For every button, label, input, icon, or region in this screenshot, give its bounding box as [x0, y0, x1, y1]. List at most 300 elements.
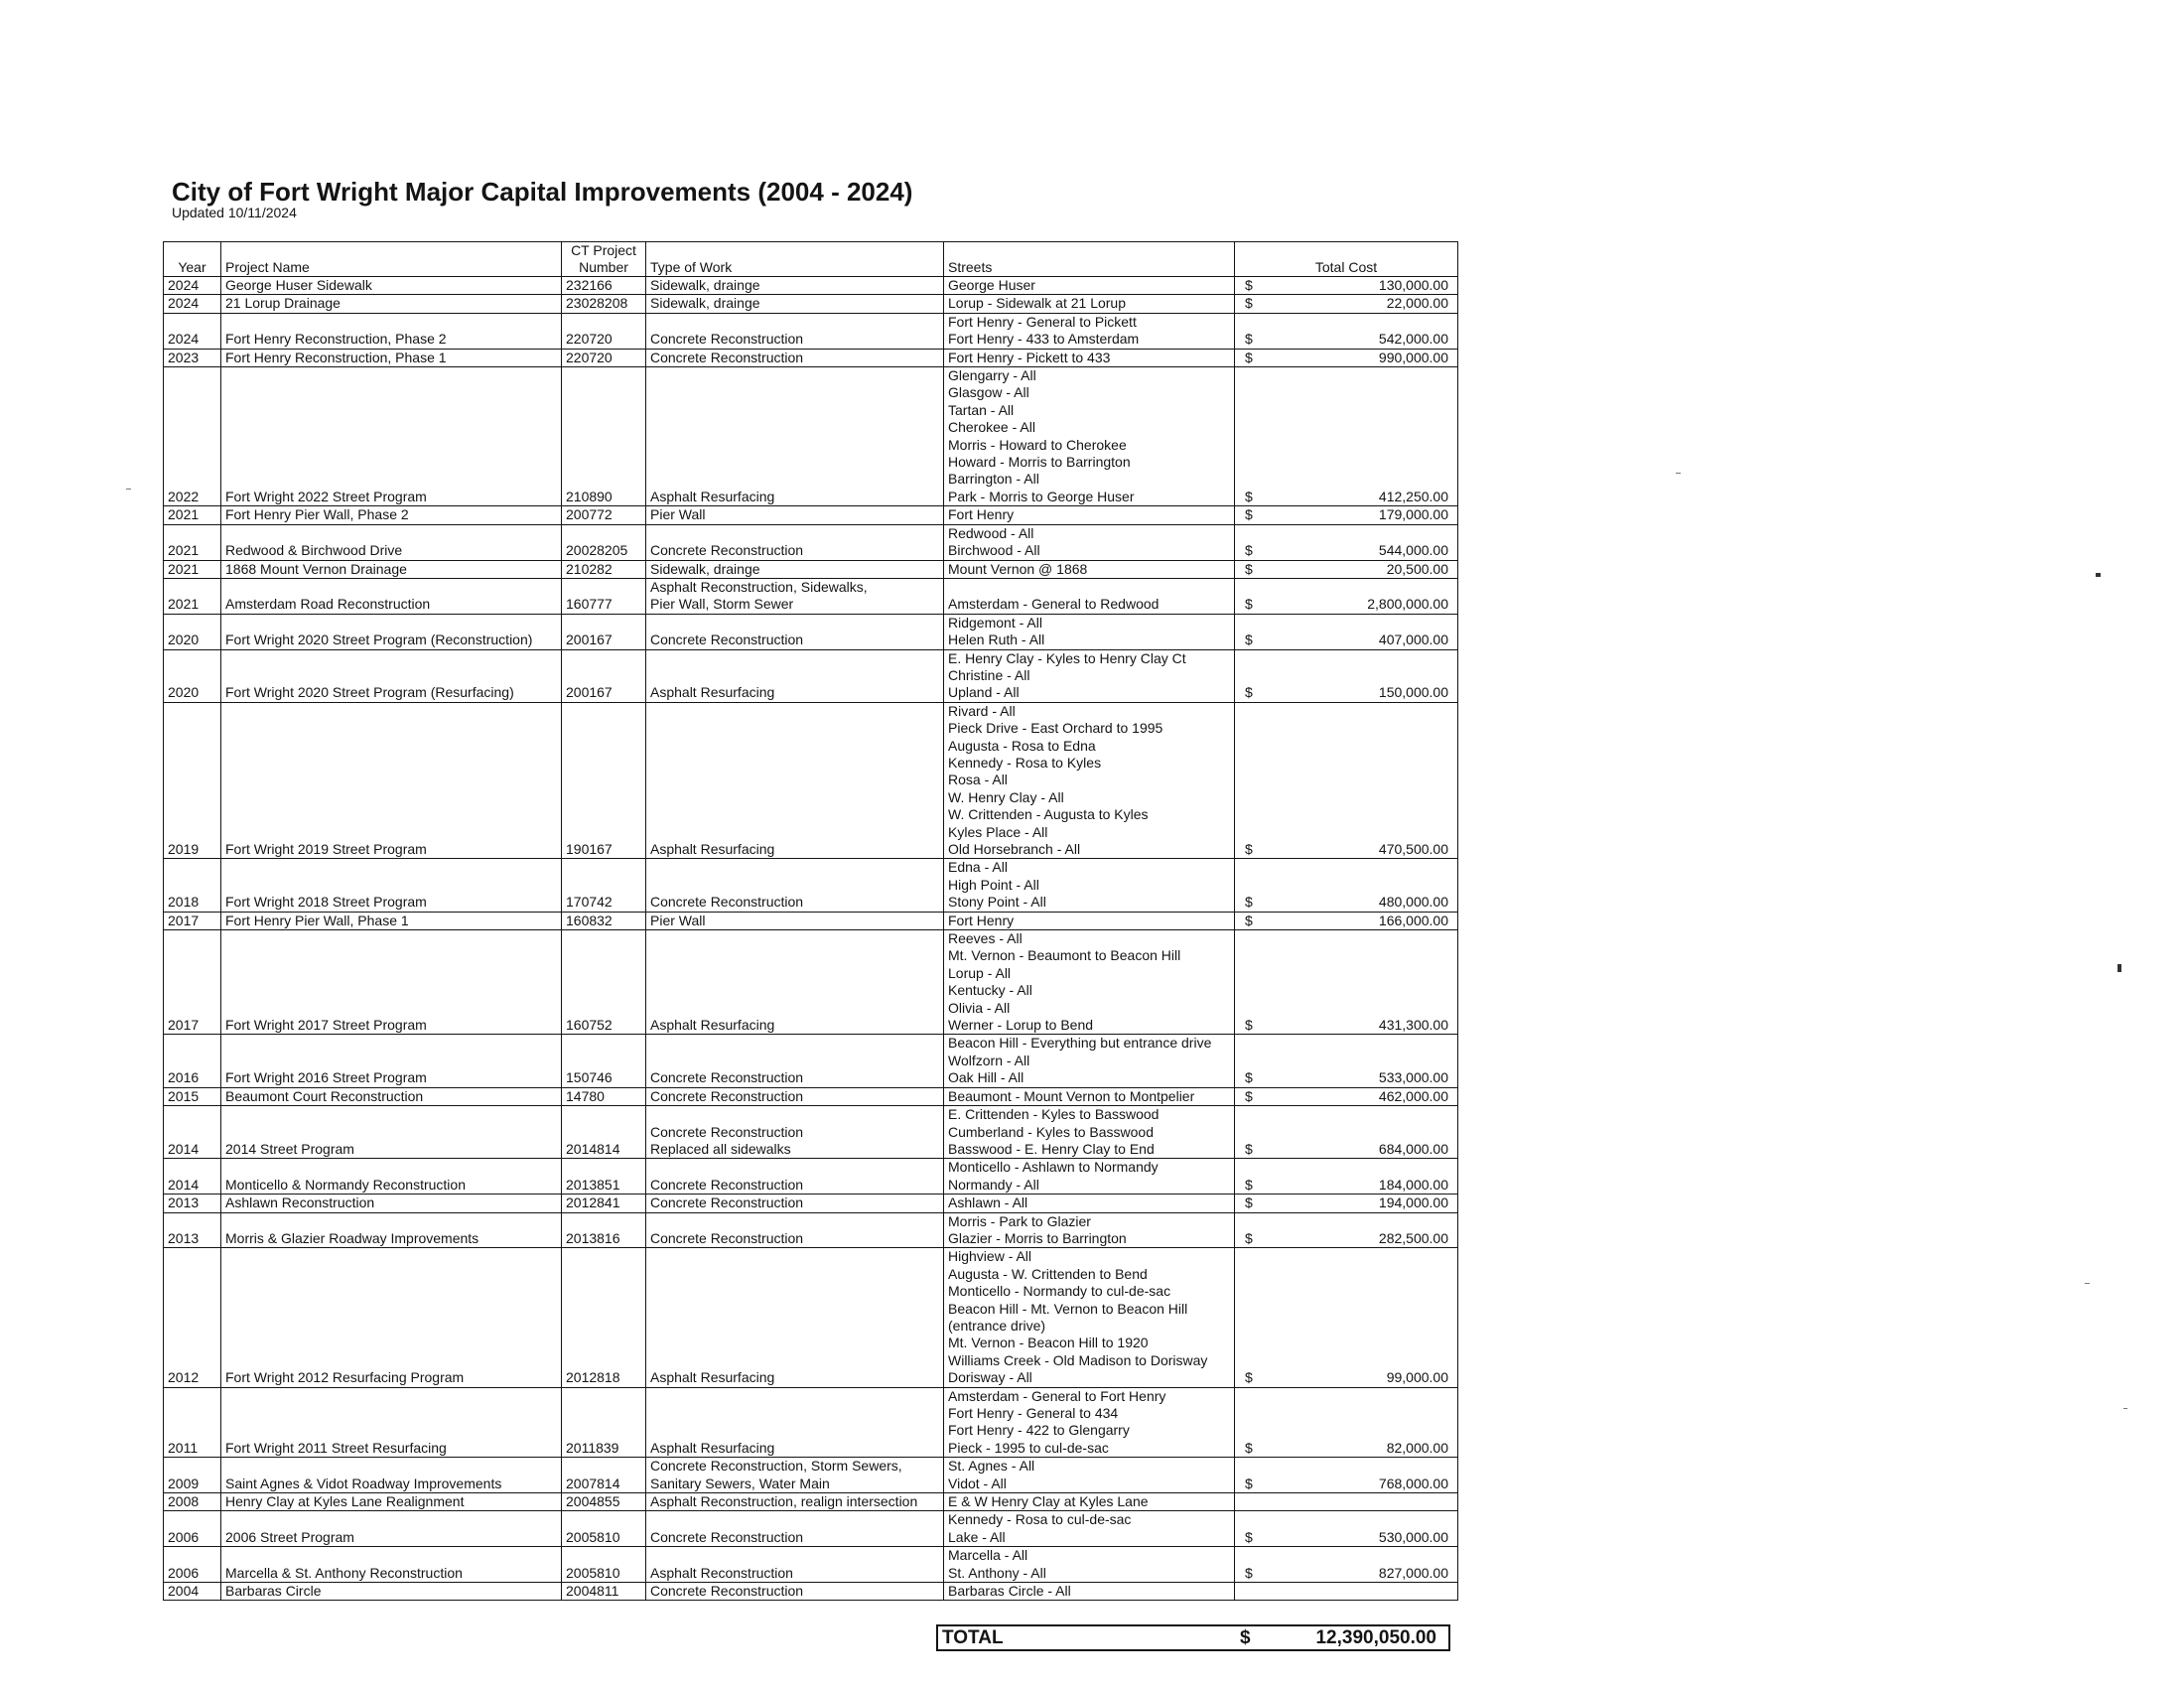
total-cost-cell: [1235, 614, 1458, 649]
ct-project-number-cell: [562, 1547, 646, 1583]
year-value: 2022: [168, 488, 200, 504]
street-line: Upland - All: [948, 684, 1020, 701]
cost-amount: 542,000.00: [1378, 331, 1448, 348]
cost-amount: 282,500.00: [1378, 1229, 1448, 1246]
street-line: Park - Morris to George Huser: [948, 488, 1135, 504]
project-name-cell: [221, 277, 562, 295]
total-cost-cell: [1235, 1458, 1458, 1493]
street-line: Monticello - Normandy to cul-de-sac: [948, 1283, 1171, 1300]
ct-project-number: 2012818: [566, 1369, 620, 1386]
streets-cell: [944, 1493, 1235, 1511]
project-name: Fort Wright 2012 Resurfacing Program: [225, 1369, 465, 1386]
project-name: Beaumont Court Reconstruction: [225, 1087, 424, 1104]
project-name: Morris & Glazier Roadway Improvements: [225, 1229, 479, 1246]
project-name-cell: [221, 1159, 562, 1195]
type-of-work-cell: [646, 1547, 944, 1583]
total-cost-cell: [1235, 1511, 1458, 1547]
type-of-work-line: Asphalt Reconstruction: [650, 1564, 793, 1581]
streets-cell: [944, 1212, 1235, 1248]
streets-cell: [944, 313, 1235, 349]
table-row: [164, 930, 1458, 1035]
ct-project-number-cell: [562, 277, 646, 295]
currency-symbol: $: [1245, 912, 1253, 928]
year-cell: [164, 295, 221, 313]
streets-cell: [944, 1458, 1235, 1493]
table-row: [164, 1387, 1458, 1458]
currency-symbol: $: [1245, 295, 1253, 312]
currency-symbol: $: [1245, 488, 1253, 504]
currency-symbol: $: [1245, 1087, 1253, 1104]
ct-project-number: 200772: [566, 506, 613, 523]
type-of-work-line: Concrete Reconstruction: [650, 1123, 804, 1140]
table-row: [164, 1511, 1458, 1547]
currency-symbol: $: [1245, 1017, 1253, 1034]
table-row: [164, 560, 1458, 578]
cost-value: [1235, 684, 1457, 701]
cost-value: [1235, 632, 1457, 648]
street-line: Christine - All: [948, 666, 1030, 683]
ct-project-number-cell: [562, 1583, 646, 1601]
type-of-work-cell: [646, 912, 944, 929]
cost-amount: 530,000.00: [1378, 1528, 1448, 1545]
year-cell: [164, 349, 221, 366]
year-value: 2021: [168, 560, 200, 577]
year-cell: [164, 277, 221, 295]
currency-symbol: $: [1245, 1528, 1253, 1545]
type-of-work-cell: [646, 1159, 944, 1195]
cost-value: [1235, 596, 1457, 613]
currency-symbol: $: [1245, 1564, 1253, 1581]
scan-speck: [2123, 1408, 2127, 1409]
table-row: [164, 506, 1458, 524]
project-name: Henry Clay at Kyles Lane Realignment: [225, 1493, 465, 1510]
streets-cell: [944, 1387, 1235, 1458]
type-of-work-line: Asphalt Resurfacing: [650, 488, 775, 504]
table-row: [164, 1106, 1458, 1159]
street-line: Ridgemont - All: [948, 614, 1042, 631]
street-line: Ashlawn - All: [948, 1195, 1028, 1211]
cost-value: [1235, 1069, 1457, 1086]
header-row: [164, 242, 1458, 277]
header-ct-line2: Number: [579, 259, 628, 275]
year-cell: [164, 1087, 221, 1105]
project-name-cell: [221, 702, 562, 859]
year-value: 2018: [168, 894, 200, 911]
project-name-cell: [221, 1195, 562, 1212]
cost-amount: 194,000.00: [1378, 1195, 1448, 1211]
type-of-work-line: Concrete Reconstruction: [650, 542, 804, 559]
street-line: Kennedy - Rosa to cul-de-sac: [948, 1511, 1132, 1528]
ct-project-number-cell: [562, 1106, 646, 1159]
cost-value: [1235, 894, 1457, 911]
currency-symbol: $: [1245, 841, 1253, 857]
street-line: Beacon Hill - Mt. Vernon to Beacon Hill: [948, 1300, 1188, 1317]
cost-value: [1235, 506, 1457, 523]
year-cell: [164, 1035, 221, 1087]
type-of-work-line: Asphalt Resurfacing: [650, 841, 775, 857]
type-of-work-line: Concrete Reconstruction, Storm Sewers,: [650, 1458, 902, 1475]
currency-symbol: $: [1245, 349, 1253, 365]
streets-cell: [944, 1547, 1235, 1583]
table-row: [164, 1458, 1458, 1493]
type-of-work-line: Concrete Reconstruction: [650, 1087, 804, 1104]
type-of-work-line: Concrete Reconstruction: [650, 349, 804, 365]
ct-project-number: 200167: [566, 632, 613, 648]
type-of-work-line: Sidewalk, drainge: [650, 560, 760, 577]
street-line: Marcella - All: [948, 1547, 1028, 1564]
project-name: 1868 Mount Vernon Drainage: [225, 560, 407, 577]
currency-symbol: $: [1245, 1439, 1253, 1456]
cost-value: [1235, 1017, 1457, 1034]
streets-cell: [944, 614, 1235, 649]
header-ct-project-number: [562, 242, 646, 277]
street-line: Reeves - All: [948, 930, 1023, 947]
cost-amount: 22,000.00: [1386, 295, 1448, 312]
cost-value: [1235, 1195, 1457, 1211]
street-line: E. Henry Clay - Kyles to Henry Clay Ct: [948, 649, 1186, 666]
table-row: [164, 1035, 1458, 1087]
header-ct-line1: CT Project: [571, 242, 636, 258]
type-of-work-cell: [646, 313, 944, 349]
project-name: Barbaras Circle: [225, 1583, 322, 1600]
year-cell: [164, 1511, 221, 1547]
year-cell: [164, 560, 221, 578]
type-of-work-cell: [646, 524, 944, 560]
type-of-work-cell: [646, 506, 944, 524]
project-name-cell: [221, 313, 562, 349]
table-header: [164, 242, 1458, 277]
currency-symbol: $: [1245, 1195, 1253, 1211]
table-row: [164, 1087, 1458, 1105]
type-of-work-cell: [646, 702, 944, 859]
year-cell: [164, 367, 221, 506]
cost-amount: 99,000.00: [1386, 1369, 1448, 1386]
ct-project-number-cell: [562, 349, 646, 366]
header-streets: Streets: [944, 242, 1235, 277]
currency-symbol: $: [1245, 1229, 1253, 1246]
cost-value: [1235, 1177, 1457, 1194]
year-cell: [164, 912, 221, 929]
cost-amount: 684,000.00: [1378, 1140, 1448, 1157]
cost-value: [1235, 350, 1457, 366]
street-line: Tartan - All: [948, 401, 1015, 418]
ct-project-number-cell: [562, 1458, 646, 1493]
cost-value: [1235, 331, 1457, 348]
street-line: Highview - All: [948, 1248, 1032, 1265]
street-line: Mount Vernon @ 1868: [948, 560, 1088, 577]
year-cell: [164, 524, 221, 560]
year-value: 2014: [168, 1176, 200, 1193]
street-line: Lorup - Sidewalk at 21 Lorup: [948, 295, 1126, 312]
street-line: Cumberland - Kyles to Basswood: [948, 1123, 1154, 1140]
ct-project-number-cell: [562, 578, 646, 614]
street-line: Olivia - All: [948, 999, 1011, 1016]
streets-cell: [944, 349, 1235, 366]
street-line: Pieck Drive - East Orchard to 1995: [948, 720, 1163, 737]
year-cell: [164, 1212, 221, 1248]
project-name: Monticello & Normandy Reconstruction: [225, 1176, 466, 1193]
currency-symbol: $: [1245, 596, 1253, 613]
ct-project-number: 150746: [566, 1069, 613, 1086]
year-value: 2021: [168, 542, 200, 559]
year-cell: [164, 1106, 221, 1159]
ct-project-number-cell: [562, 524, 646, 560]
year-cell: [164, 649, 221, 702]
type-of-work-cell: [646, 1511, 944, 1547]
ct-project-number: 200167: [566, 684, 613, 701]
ct-project-number-cell: [562, 560, 646, 578]
type-of-work-cell: [646, 859, 944, 912]
streets-cell: [944, 1087, 1235, 1105]
year-value: 2013: [168, 1195, 200, 1211]
cost-value: [1235, 1088, 1457, 1105]
table-row: [164, 1583, 1458, 1601]
type-of-work-line: Asphalt Reconstruction, Sidewalks,: [650, 578, 868, 595]
table-row: [164, 859, 1458, 912]
cost-value: [1235, 913, 1457, 929]
street-line: Barbaras Circle - All: [948, 1583, 1071, 1600]
street-line: Glasgow - All: [948, 384, 1029, 401]
project-name: Saint Agnes & Vidot Roadway Improvements: [225, 1475, 502, 1491]
cost-value: [1235, 295, 1457, 312]
street-line: Lorup - All: [948, 964, 1012, 981]
total-cost-cell: [1235, 1106, 1458, 1159]
currency-symbol: $: [1245, 1475, 1253, 1491]
ct-project-number-cell: [562, 912, 646, 929]
project-name: Fort Wright 2016 Street Program: [225, 1069, 427, 1086]
ct-project-number-cell: [562, 1195, 646, 1212]
project-name: Fort Wright 2011 Street Resurfacing: [225, 1439, 447, 1456]
year-cell: [164, 1547, 221, 1583]
total-cost-cell: [1235, 702, 1458, 859]
type-of-work-line: Pier Wall: [650, 912, 706, 928]
year-value: 2006: [168, 1528, 200, 1545]
type-of-work-line: Sidewalk, drainge: [650, 277, 760, 293]
ct-project-number-cell: [562, 930, 646, 1035]
project-name: Fort Wright 2020 Street Program (Reconstruction): [225, 632, 533, 648]
ct-project-number-cell: [562, 1493, 646, 1511]
table-row: [164, 295, 1458, 313]
streets-cell: [944, 524, 1235, 560]
year-cell: [164, 859, 221, 912]
year-cell: [164, 1248, 221, 1387]
year-value: 2012: [168, 1369, 200, 1386]
project-name-cell: [221, 1583, 562, 1601]
street-line: Mt. Vernon - Beacon Hill to 1920: [948, 1335, 1149, 1351]
total-cost-cell: [1235, 560, 1458, 578]
street-line: High Point - All: [948, 876, 1039, 893]
year-value: 2008: [168, 1493, 200, 1510]
project-name: Redwood & Birchwood Drive: [225, 542, 403, 559]
cost-amount: 990,000.00: [1378, 349, 1448, 365]
cost-amount: 179,000.00: [1378, 506, 1448, 523]
street-line: Fort Henry - General to Pickett: [948, 313, 1137, 330]
project-name-cell: [221, 649, 562, 702]
streets-cell: [944, 912, 1235, 929]
table-row: [164, 1159, 1458, 1195]
table-row: [164, 524, 1458, 560]
year-value: 2006: [168, 1564, 200, 1581]
street-line: W. Henry Clay - All: [948, 788, 1064, 805]
cost-amount: 470,500.00: [1378, 841, 1448, 857]
project-name: Marcella & St. Anthony Reconstruction: [225, 1564, 463, 1581]
project-name: 2006 Street Program: [225, 1528, 354, 1545]
type-of-work-cell: [646, 349, 944, 366]
currency-symbol: $: [1245, 1069, 1253, 1086]
year-value: 2021: [168, 596, 200, 613]
ct-project-number: 160777: [566, 596, 613, 613]
year-cell: [164, 506, 221, 524]
street-line: Fort Henry: [948, 912, 1015, 928]
year-value: 2020: [168, 632, 200, 648]
total-cost-cell: [1235, 1547, 1458, 1583]
street-line: Helen Ruth - All: [948, 632, 1045, 648]
streets-cell: [944, 1035, 1235, 1087]
total-cost-cell: [1235, 1387, 1458, 1458]
street-line: Cherokee - All: [948, 419, 1035, 436]
ct-project-number-cell: [562, 1212, 646, 1248]
table-row: [164, 1195, 1458, 1212]
type-of-work-cell: [646, 578, 944, 614]
total-cost-cell: [1235, 1087, 1458, 1105]
cost-value: [1235, 1529, 1457, 1546]
streets-cell: [944, 277, 1235, 295]
street-line: Howard - Morris to Barrington: [948, 454, 1131, 471]
grand-total-box: [936, 1624, 1450, 1651]
street-line: Redwood - All: [948, 524, 1034, 541]
street-line: Beaumont - Mount Vernon to Montpelier: [948, 1087, 1195, 1104]
year-value: 2019: [168, 841, 200, 857]
cost-amount: 82,000.00: [1386, 1439, 1448, 1456]
type-of-work-line: Asphalt Resurfacing: [650, 1017, 775, 1034]
project-name: Fort Wright 2019 Street Program: [225, 841, 427, 857]
type-of-work-line: Sidewalk, drainge: [650, 295, 760, 312]
street-line: Kennedy - Rosa to Kyles: [948, 754, 1102, 771]
cost-amount: 768,000.00: [1378, 1475, 1448, 1491]
cost-amount: 827,000.00: [1378, 1564, 1448, 1581]
year-cell: [164, 614, 221, 649]
streets-cell: [944, 649, 1235, 702]
ct-project-number-cell: [562, 1248, 646, 1387]
type-of-work-line: Concrete Reconstruction: [650, 1069, 804, 1086]
project-name: Fort Henry Reconstruction, Phase 1: [225, 349, 447, 365]
table-row: [164, 1248, 1458, 1387]
project-name: Fort Henry Pier Wall, Phase 1: [225, 912, 409, 928]
year-cell: [164, 1583, 221, 1601]
total-cost-cell: [1235, 930, 1458, 1035]
street-line: George Huser: [948, 277, 1035, 293]
header-type-of-work: Type of Work: [646, 242, 944, 277]
ct-project-number: 160752: [566, 1017, 613, 1034]
header-year: Year: [164, 242, 221, 277]
type-of-work-line: Concrete Reconstruction: [650, 1195, 804, 1211]
street-line: Edna - All: [948, 859, 1008, 876]
table-row: [164, 614, 1458, 649]
project-name: Fort Wright 2017 Street Program: [225, 1017, 427, 1034]
project-name-cell: [221, 1248, 562, 1387]
streets-cell: [944, 1511, 1235, 1547]
street-line: St. Anthony - All: [948, 1564, 1046, 1581]
currency-symbol: $: [1245, 632, 1253, 648]
street-line: Old Horsebranch - All: [948, 841, 1081, 857]
street-line: Amsterdam - General to Redwood: [948, 596, 1160, 613]
type-of-work-cell: [646, 1458, 944, 1493]
total-cost-cell: [1235, 912, 1458, 929]
ct-project-number-cell: [562, 1387, 646, 1458]
ct-project-number: 160832: [566, 912, 613, 928]
ct-project-number: 2012841: [566, 1195, 620, 1211]
street-line: Basswood - E. Henry Clay to End: [948, 1140, 1155, 1157]
type-of-work-cell: [646, 930, 944, 1035]
ct-project-number-cell: [562, 859, 646, 912]
project-name-cell: [221, 1087, 562, 1105]
year-value: 2013: [168, 1229, 200, 1246]
table-row: [164, 702, 1458, 859]
type-of-work-line: Asphalt Resurfacing: [650, 684, 775, 701]
streets-cell: [944, 1159, 1235, 1195]
table-row: [164, 277, 1458, 295]
currency-symbol: $: [1245, 684, 1253, 701]
year-value: 2017: [168, 1017, 200, 1034]
project-name-cell: [221, 1547, 562, 1583]
total-cost-cell: [1235, 277, 1458, 295]
currency-symbol: $: [1245, 1176, 1253, 1193]
year-cell: [164, 1387, 221, 1458]
currency-symbol: $: [1245, 506, 1253, 523]
total-cost-cell: [1235, 506, 1458, 524]
project-name-cell: [221, 295, 562, 313]
street-line: Pieck - 1995 to cul-de-sac: [948, 1439, 1109, 1456]
ct-project-number: 2014814: [566, 1140, 620, 1157]
ct-project-number: 2004811: [566, 1583, 619, 1600]
street-line: St. Agnes - All: [948, 1458, 1035, 1475]
ct-project-number: 2004855: [566, 1493, 620, 1510]
scan-speck: [2096, 573, 2101, 577]
total-currency: $: [1240, 1627, 1251, 1648]
street-line: Fort Henry - 433 to Amsterdam: [948, 331, 1140, 348]
type-of-work-cell: [646, 1387, 944, 1458]
streets-cell: [944, 506, 1235, 524]
total-cost-cell: [1235, 295, 1458, 313]
type-of-work-cell: [646, 295, 944, 313]
cost-value: [1235, 1369, 1457, 1386]
project-name: Fort Wright 2018 Street Program: [225, 894, 427, 911]
type-of-work-line: Concrete Reconstruction: [650, 1528, 804, 1545]
type-of-work-cell: [646, 560, 944, 578]
ct-project-number-cell: [562, 295, 646, 313]
streets-cell: [944, 367, 1235, 506]
project-name-cell: [221, 859, 562, 912]
cost-amount: 462,000.00: [1378, 1087, 1448, 1104]
streets-cell: [944, 1195, 1235, 1212]
cost-amount: 20,500.00: [1386, 560, 1448, 577]
total-amount: 12,390,050.00: [1315, 1627, 1436, 1648]
scan-speck: [2085, 1283, 2090, 1284]
street-line: Glengarry - All: [948, 367, 1036, 384]
street-line: Normandy - All: [948, 1176, 1039, 1193]
total-cost-cell: [1235, 1493, 1458, 1511]
table-row: [164, 649, 1458, 702]
type-of-work-cell: [646, 1195, 944, 1212]
ct-project-number: 210890: [566, 488, 613, 504]
project-name-cell: [221, 614, 562, 649]
total-label: TOTAL: [942, 1627, 1004, 1648]
project-name-cell: [221, 349, 562, 366]
type-of-work-line: Asphalt Resurfacing: [650, 1369, 775, 1386]
ct-project-number: 2007814: [566, 1475, 620, 1491]
total-cost-cell: [1235, 1035, 1458, 1087]
total-cost-cell: [1235, 1248, 1458, 1387]
